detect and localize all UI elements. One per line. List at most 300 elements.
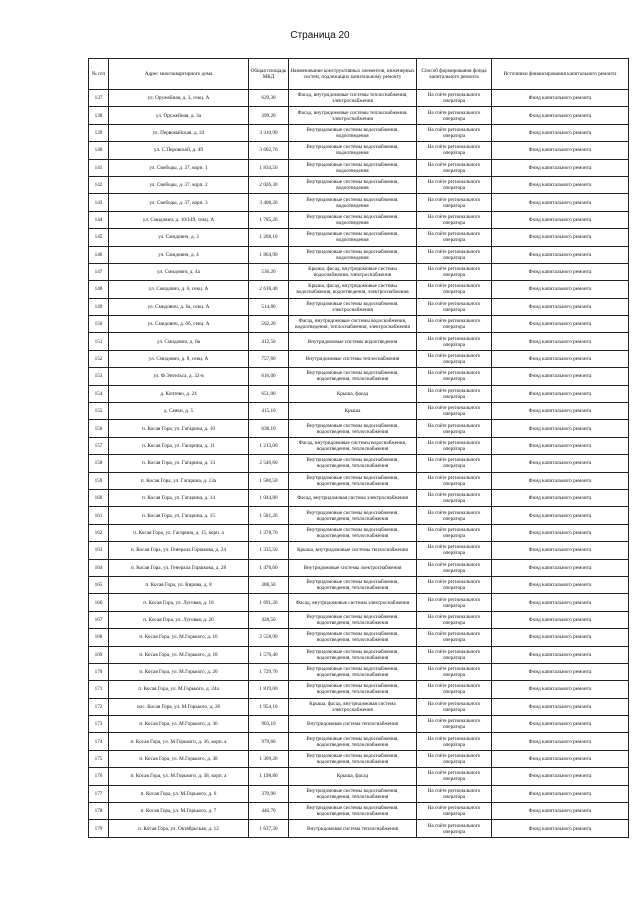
table-row xyxy=(89,455,629,472)
cell-address: ул. Смидович, д. 4 xyxy=(109,246,249,263)
cell-area: 1 369,20 xyxy=(249,750,289,767)
cell-source: Фонд капитального ремонта xyxy=(492,594,629,611)
cell-address: п. Косая Гора, ул. Гагарина, д. 15 xyxy=(109,507,249,524)
cell-address: п. Косая Гора, ул. М.Горького, д. 38, корп. а xyxy=(109,768,249,785)
cell-source: Фонд капитального ремонта xyxy=(492,385,629,402)
cell-source: Фонд капитального ремонта xyxy=(492,142,629,159)
cell-area: 1 954,10 xyxy=(249,698,289,715)
cell-address: п. Косая Гора, ул. Гагарина, д. 13 xyxy=(109,455,249,472)
cell-work: Внутридомовые системы водоснабжения, водоотведения, теплоснабжения xyxy=(289,576,417,593)
cell-method: На счёте регионального оператора xyxy=(417,455,492,472)
cell-source: Фонд капитального ремонта xyxy=(492,663,629,680)
cell-work: Внутридомовые системы водоснабжения, водоотведения, теплоснабжения xyxy=(289,663,417,680)
cell-source: Фонд капитального ремонта xyxy=(492,820,629,837)
table-row xyxy=(89,646,629,663)
cell-num: 150 xyxy=(89,316,109,333)
cell-address: п. Косая Гора, ул. Луговая, д. 20 xyxy=(109,611,249,628)
cell-method: На счёте регионального оператора xyxy=(417,646,492,663)
cell-work: Внутридомовые системы водоснабжения, водоотведения, теплоснабжения xyxy=(289,785,417,802)
cell-area: 1 044,80 xyxy=(249,489,289,506)
cell-method: На счёте регионального оператора xyxy=(417,733,492,750)
cell-work: Фасад, внутридомовые системы теплоснабжения, электроснабжения xyxy=(289,90,417,107)
cell-source: Фонд капитального ремонта xyxy=(492,263,629,280)
header-work: Наименование конструктивных элементов, инженерных систем, подлежащих капитальному ремонту xyxy=(289,59,417,90)
cell-work: Внутридомовые системы водоснабжения, водоотведения, теплоснабжения xyxy=(289,524,417,541)
table-row xyxy=(89,246,629,263)
cell-work: Внутридомовые системы водоснабжения, водоотведения xyxy=(289,176,417,193)
cell-method: На счёте регионального оператора xyxy=(417,542,492,559)
cell-address: п. Косая Гора, ул. М.Горького, д. 36 xyxy=(109,716,249,733)
cell-method: На счёте регионального оператора xyxy=(417,750,492,767)
cell-area: 2 618,40 xyxy=(249,281,289,298)
cell-work: Крыша, внутридомовые системы теплоснабжения xyxy=(289,542,417,559)
table-row xyxy=(89,698,629,715)
cell-work: Внутридомовые системы теплоснабжения xyxy=(289,350,417,367)
cell-area: 1 729,70 xyxy=(249,663,289,680)
cell-area: 1 637,30 xyxy=(249,820,289,837)
cell-address: п. Косая Гора, ул. Гагарина, д. 13а xyxy=(109,472,249,489)
cell-area: 1 819,00 xyxy=(249,681,289,698)
cell-method: На счёте регионального оператора xyxy=(417,403,492,420)
cell-source: Фонд капитального ремонта xyxy=(492,246,629,263)
cell-area: 536,20 xyxy=(249,263,289,280)
cell-method: На счёте регионального оператора xyxy=(417,559,492,576)
cell-work: Внутридомовые системы водоснабжения, электроснабжения xyxy=(289,298,417,315)
cell-address: пос. Косая Гора, ул. М.Горького, д. 26 xyxy=(109,698,249,715)
table-row xyxy=(89,159,629,176)
cell-area: 616,00 xyxy=(249,368,289,385)
cell-source: Фонд капитального ремонта xyxy=(492,368,629,385)
cell-area: 1 378,70 xyxy=(249,524,289,541)
cell-work: Внутридомовые системы водоснабжения, водоотведения, теплоснабжения xyxy=(289,646,417,663)
cell-source: Фонд капитального ремонта xyxy=(492,211,629,228)
cell-method: На счёте регионального оператора xyxy=(417,246,492,263)
cell-area: 1 213,00 xyxy=(249,437,289,454)
cell-area: 399,20 xyxy=(249,107,289,124)
cell-work: Внутридомовые системы водоснабжения, водоотведения xyxy=(289,142,417,159)
cell-source: Фонд капитального ремонта xyxy=(492,159,629,176)
cell-num: 151 xyxy=(89,333,109,350)
cell-source: Фонд капитального ремонта xyxy=(492,785,629,802)
cell-num: 171 xyxy=(89,681,109,698)
cell-method: На счёте регионального оператора xyxy=(417,507,492,524)
cell-address: п. Косая Гора, ул. М.Горького, д. 38 xyxy=(109,750,249,767)
table-row xyxy=(89,594,629,611)
cell-area: 3 310,90 xyxy=(249,124,289,141)
cell-work: Крыша, фасад, внутридомовые системы водоснабжения, электроснабжения xyxy=(289,263,417,280)
cell-address: ул. Смидович, д. 10/149, секц. А xyxy=(109,211,249,228)
cell-source: Фонд капитального ремонта xyxy=(492,472,629,489)
cell-source: Фонд капитального ремонта xyxy=(492,107,629,124)
header-method: Способ формирования фонда капитального ремонта xyxy=(417,59,492,90)
table-row xyxy=(89,542,629,559)
cell-area: 629,30 xyxy=(249,90,289,107)
cell-address: ул. Свободы, д. 37, корп. 1 xyxy=(109,159,249,176)
cell-work: Внутридомовые системы водоснабжения, водоотведения, теплоснабжения xyxy=(289,803,417,820)
cell-area: 446,70 xyxy=(249,803,289,820)
cell-area: 2 558,90 xyxy=(249,629,289,646)
cell-area: 1 785,20 xyxy=(249,211,289,228)
table-header xyxy=(89,59,629,90)
cell-work: Фасад, внутридомовые системы теплоснабжения, электроснабжения xyxy=(289,107,417,124)
cell-area: 1 268,10 xyxy=(249,229,289,246)
cell-method: На счёте регионального оператора xyxy=(417,820,492,837)
cell-num: 141 xyxy=(89,159,109,176)
cell-address: п. Косая Гора, ул. Кирова, д. 8 xyxy=(109,576,249,593)
cell-work: Внутридомовые системы водоотведения xyxy=(289,333,417,350)
cell-area: 2 026,30 xyxy=(249,176,289,193)
cell-work: Крыша, фасад, внутридомовые системы водоснабжения, водоотведения, электроснабжения xyxy=(289,281,417,298)
table-row xyxy=(89,803,629,820)
cell-source: Фонд капитального ремонта xyxy=(492,542,629,559)
cell-num: 147 xyxy=(89,263,109,280)
table-row xyxy=(89,176,629,193)
cell-work: Внутридомовые системы водоснабжения, водоотведения, теплоснабжения xyxy=(289,455,417,472)
cell-address: ул. Ф.Энгельса, д. 32-в xyxy=(109,368,249,385)
cell-address: ул. Смидович, д. 6а, секц. А xyxy=(109,298,249,315)
cell-method: На счёте регионального оператора xyxy=(417,316,492,333)
cell-area: 1 864,90 xyxy=(249,246,289,263)
cell-method: На счёте регионального оператора xyxy=(417,663,492,680)
cell-work: Внутридомовые системы водоснабжения, водоотведения, теплоснабжения xyxy=(289,681,417,698)
cell-work: Фасад, внутридомовые системы электроснабжения xyxy=(289,594,417,611)
table-row xyxy=(89,298,629,315)
cell-work: Внутридомовые системы водоснабжения, водоотведения xyxy=(289,229,417,246)
header-source: Источники финансирования капитального ремонта xyxy=(492,59,629,90)
cell-method: На счёте регионального оператора xyxy=(417,785,492,802)
cell-source: Фонд капитального ремонта xyxy=(492,489,629,506)
cell-source: Фонд капитального ремонта xyxy=(492,768,629,785)
table-row xyxy=(89,489,629,506)
cell-num: 159 xyxy=(89,472,109,489)
cell-source: Фонд капитального ремонта xyxy=(492,803,629,820)
cell-source: Фонд капитального ремонта xyxy=(492,524,629,541)
table-row xyxy=(89,663,629,680)
cell-work: Внутридомовые системы водоснабжения, водоотведения, теплоснабжения xyxy=(289,629,417,646)
cell-address: ул. Смидович, д. 6в xyxy=(109,333,249,350)
cell-work: Внутридомовые системы водоснабжения, водоотведения, теплоснабжения xyxy=(289,472,417,489)
cell-method: На счёте регионального оператора xyxy=(417,594,492,611)
cell-source: Фонд капитального ремонта xyxy=(492,681,629,698)
header-address: Адрес многоквартирного дома xyxy=(109,59,249,90)
table-row xyxy=(89,524,629,541)
cell-address: п. Косая Гора, ул. М.Горького, д. 7 xyxy=(109,803,249,820)
table-row xyxy=(89,90,629,107)
cell-source: Фонд капитального ремонта xyxy=(492,750,629,767)
cell-area: 1 691,20 xyxy=(249,594,289,611)
table-row xyxy=(89,194,629,211)
table-row xyxy=(89,107,629,124)
cell-address: ул. Свободы, д. 37, корп. 3 xyxy=(109,194,249,211)
cell-method: На счёте регионального оператора xyxy=(417,716,492,733)
cell-num: 153 xyxy=(89,368,109,385)
cell-address: п. Косая Гора, ул. Генерала Горшкова, д. 28 xyxy=(109,559,249,576)
cell-address: д. Сеяки, д. 5 xyxy=(109,403,249,420)
header-num: № п/п xyxy=(89,59,109,90)
header-area: Общая площадь МКД xyxy=(249,59,289,90)
cell-area: 2 546,60 xyxy=(249,455,289,472)
cell-source: Фонд капитального ремонта xyxy=(492,559,629,576)
cell-num: 158 xyxy=(89,455,109,472)
cell-address: ул. Смидович, д. 6, секц. А xyxy=(109,281,249,298)
cell-source: Фонд капитального ремонта xyxy=(492,611,629,628)
cell-area: 388,50 xyxy=(249,576,289,593)
cell-method: На счёте регионального оператора xyxy=(417,90,492,107)
cell-num: 176 xyxy=(89,768,109,785)
table-row xyxy=(89,768,629,785)
cell-num: 160 xyxy=(89,489,109,506)
table-row xyxy=(89,507,629,524)
cell-num: 166 xyxy=(89,594,109,611)
cell-method: На счёте регионального оператора xyxy=(417,124,492,141)
cell-address: п. Косая Гора, ул. Гагарина, д. 15, корп. а xyxy=(109,524,249,541)
cell-num: 155 xyxy=(89,403,109,420)
table-row xyxy=(89,124,629,141)
cell-num: 162 xyxy=(89,524,109,541)
cell-source: Фонд капитального ремонта xyxy=(492,403,629,420)
cell-method: На счёте регионального оператора xyxy=(417,437,492,454)
cell-source: Фонд капитального ремонта xyxy=(492,194,629,211)
cell-address: ул. Оружейная, д. 3, секц. А xyxy=(109,90,249,107)
cell-source: Фонд капитального ремонта xyxy=(492,176,629,193)
cell-address: ул. Смидович, д. 4а xyxy=(109,263,249,280)
cell-method: На счёте регионального оператора xyxy=(417,489,492,506)
cell-work: Внутридомовые системы электроснабжения xyxy=(289,559,417,576)
cell-num: 179 xyxy=(89,820,109,837)
cell-area: 1 478,60 xyxy=(249,559,289,576)
cell-method: На счёте регионального оператора xyxy=(417,472,492,489)
cell-address: п. Косая Гора, ул. Генерала Горшкова, д. 24 xyxy=(109,542,249,559)
cell-source: Фонд капитального ремонта xyxy=(492,333,629,350)
cell-num: 165 xyxy=(89,576,109,593)
cell-address: п. Косая Гора, ул. Гагарина, д. 10 xyxy=(109,420,249,437)
cell-source: Фонд капитального ремонта xyxy=(492,281,629,298)
cell-num: 148 xyxy=(89,281,109,298)
cell-method: На счёте регионального оператора xyxy=(417,803,492,820)
cell-num: 137 xyxy=(89,90,109,107)
cell-work: Внутридомовые системы водоснабжения, водоотведения, теплоснабжения xyxy=(289,368,417,385)
cell-address: ул. Свободы, д. 37, корп. 2 xyxy=(109,176,249,193)
cell-source: Фонд капитального ремонта xyxy=(492,716,629,733)
cell-area: 3 408,20 xyxy=(249,194,289,211)
cell-address: ул. Смидович, д. 3 xyxy=(109,229,249,246)
cell-source: Фонд капитального ремонта xyxy=(492,350,629,367)
cell-address: ул. С.Перовской, д. 49 xyxy=(109,142,249,159)
cell-work: Внутридомовые системы водоснабжения, водоотведения, теплоснабжения xyxy=(289,420,417,437)
cell-area: 3 602,70 xyxy=(249,142,289,159)
cell-num: 177 xyxy=(89,785,109,802)
cell-address: п. Косая Гора, ул. М.Горького, д. 18 xyxy=(109,646,249,663)
cell-num: 152 xyxy=(89,350,109,367)
table-row xyxy=(89,333,629,350)
cell-address: п. Косая Гора, ул. Гагарина, д. 11 xyxy=(109,437,249,454)
table-row xyxy=(89,281,629,298)
cell-work: Крыша, фасад xyxy=(289,385,417,402)
cell-work: Фасад, внутридомовые системы водоснабжения, водоотведения, теплоснабжения xyxy=(289,437,417,454)
cell-work: Внутридомовые системы водоснабжения, водоотведения, теплоснабжения xyxy=(289,507,417,524)
table-row xyxy=(89,611,629,628)
cell-num: 164 xyxy=(89,559,109,576)
cell-address: ул. Оружейная, д. 3а xyxy=(109,107,249,124)
cell-method: На счёте регионального оператора xyxy=(417,611,492,628)
cell-num: 157 xyxy=(89,437,109,454)
cell-num: 168 xyxy=(89,629,109,646)
cell-method: На счёте регионального оператора xyxy=(417,107,492,124)
cell-num: 140 xyxy=(89,142,109,159)
cell-source: Фонд капитального ремонта xyxy=(492,455,629,472)
cell-area: 757,60 xyxy=(249,350,289,367)
table-row xyxy=(89,316,629,333)
cell-num: 144 xyxy=(89,211,109,228)
table-row xyxy=(89,437,629,454)
cell-address: п. Косая Гора, ул. Гагарина, д. 14 xyxy=(109,489,249,506)
table-row xyxy=(89,263,629,280)
cell-work: Внутридомовые системы водоснабжения, водоотведения xyxy=(289,124,417,141)
cell-method: На счёте регионального оператора xyxy=(417,333,492,350)
cell-address: ул. Смидович, д. 8, секц. А xyxy=(109,350,249,367)
cell-work: Крыша, фасад, внутридомовая система электроснабжения xyxy=(289,698,417,715)
table-row xyxy=(89,350,629,367)
cell-work: Крыша, фасад xyxy=(289,768,417,785)
table-row xyxy=(89,820,629,837)
cell-area: 415,10 xyxy=(249,403,289,420)
cell-source: Фонд капитального ремонта xyxy=(492,733,629,750)
cell-method: На счёте регионального оператора xyxy=(417,420,492,437)
table-row xyxy=(89,420,629,437)
cell-area: 412,50 xyxy=(249,333,289,350)
cell-method: На счёте регионального оператора xyxy=(417,385,492,402)
cell-address: п. Косая Гора, ул. М.Горького, д. 20 xyxy=(109,663,249,680)
cell-method: На счёте регионального оператора xyxy=(417,629,492,646)
cell-area: 638,10 xyxy=(249,420,289,437)
cell-address: п. Косая Гора, ул. Луговая, д. 18 xyxy=(109,594,249,611)
cell-area: 1 580,50 xyxy=(249,472,289,489)
page-title: Страница 20 xyxy=(290,30,350,41)
cell-num: 173 xyxy=(89,716,109,733)
cell-method: На счёте регионального оператора xyxy=(417,524,492,541)
cell-source: Фонд капитального ремонта xyxy=(492,229,629,246)
cell-method: На счёте регионального оператора xyxy=(417,229,492,246)
table-body xyxy=(89,90,629,838)
cell-area: 979,60 xyxy=(249,733,289,750)
cell-work: Внутридомовая система теплоснабжения xyxy=(289,716,417,733)
cell-num: 139 xyxy=(89,124,109,141)
cell-work: Внутридомовые системы водоснабжения, водоотведения xyxy=(289,246,417,263)
cell-area: 1 335,50 xyxy=(249,542,289,559)
cell-num: 138 xyxy=(89,107,109,124)
cell-source: Фонд капитального ремонта xyxy=(492,576,629,593)
cell-source: Фонд капитального ремонта xyxy=(492,646,629,663)
cell-num: 161 xyxy=(89,507,109,524)
cell-area: 370,90 xyxy=(249,785,289,802)
cell-address: п. Косая Гора, ул. М.Горького, д. 6 xyxy=(109,785,249,802)
table-row xyxy=(89,229,629,246)
cell-num: 172 xyxy=(89,698,109,715)
cell-address: п. Косая Гора, ул. М.Горького, д. 24а xyxy=(109,681,249,698)
cell-num: 174 xyxy=(89,733,109,750)
table-row xyxy=(89,576,629,593)
cell-method: На счёте регионального оператора xyxy=(417,159,492,176)
cell-method: На счёте регионального оператора xyxy=(417,368,492,385)
cell-area: 514,80 xyxy=(249,298,289,315)
cell-method: На счёте регионального оператора xyxy=(417,350,492,367)
cell-source: Фонд капитального ремонта xyxy=(492,507,629,524)
cell-num: 149 xyxy=(89,298,109,315)
cell-source: Фонд капитального ремонта xyxy=(492,437,629,454)
repair-table xyxy=(88,58,629,838)
cell-area: 502,20 xyxy=(249,316,289,333)
cell-source: Фонд капитального ремонта xyxy=(492,420,629,437)
cell-num: 156 xyxy=(89,420,109,437)
table-row xyxy=(89,142,629,159)
cell-source: Фонд капитального ремонта xyxy=(492,298,629,315)
table-row xyxy=(89,559,629,576)
cell-area: 428,50 xyxy=(249,611,289,628)
cell-area: 651,00 xyxy=(249,385,289,402)
cell-area: 1 834,50 xyxy=(249,159,289,176)
cell-work: Крыша xyxy=(289,403,417,420)
table-row xyxy=(89,750,629,767)
cell-address: ул. Смидович, д. 6б, секц. А xyxy=(109,316,249,333)
cell-method: На счёте регионального оператора xyxy=(417,681,492,698)
cell-num: 145 xyxy=(89,229,109,246)
cell-num: 169 xyxy=(89,646,109,663)
table-row xyxy=(89,629,629,646)
cell-area: 903,10 xyxy=(249,716,289,733)
table-row xyxy=(89,681,629,698)
cell-method: На счёте регионального оператора xyxy=(417,142,492,159)
cell-address: п. Косая Гора, ул. Октябрьская, д. 12 xyxy=(109,820,249,837)
cell-method: На счёте регионального оператора xyxy=(417,263,492,280)
cell-source: Фонд капитального ремонта xyxy=(492,90,629,107)
cell-num: 175 xyxy=(89,750,109,767)
cell-work: Внутридомовые системы водоснабжения, водоотведения, теплоснабжения xyxy=(289,611,417,628)
cell-num: 154 xyxy=(89,385,109,402)
cell-work: Внутридомовые системы водоснабжения, водоотведения, теплоснабжения xyxy=(289,733,417,750)
cell-num: 167 xyxy=(89,611,109,628)
cell-source: Фонд капитального ремонта xyxy=(492,698,629,715)
cell-address: д. Коптево, д. 24 xyxy=(109,385,249,402)
cell-method: На счёте регионального оператора xyxy=(417,281,492,298)
table-row xyxy=(89,716,629,733)
cell-source: Фонд капитального ремонта xyxy=(492,316,629,333)
cell-source: Фонд капитального ремонта xyxy=(492,124,629,141)
cell-num: 170 xyxy=(89,663,109,680)
cell-work: Фасад, внутридомовая система электроснабжения xyxy=(289,489,417,506)
cell-num: 142 xyxy=(89,176,109,193)
table-row xyxy=(89,385,629,402)
cell-num: 143 xyxy=(89,194,109,211)
cell-source: Фонд капитального ремонта xyxy=(492,629,629,646)
cell-method: На счёте регионального оператора xyxy=(417,768,492,785)
cell-address: п. Косая Гора, ул. М.Горького, д. 16 xyxy=(109,629,249,646)
table-row xyxy=(89,403,629,420)
cell-method: На счёте регионального оператора xyxy=(417,194,492,211)
cell-work: Фасад, внутридомовые системы водоснабжения, водоотведения, теплоснабжения, электроснабжения xyxy=(289,316,417,333)
cell-num: 178 xyxy=(89,803,109,820)
cell-method: На счёте регионального оператора xyxy=(417,211,492,228)
cell-area: 1 581,20 xyxy=(249,507,289,524)
cell-work: Внутридомовая система теплоснабжения xyxy=(289,820,417,837)
cell-method: На счёте регионального оператора xyxy=(417,298,492,315)
cell-num: 163 xyxy=(89,542,109,559)
cell-method: На счёте регионального оператора xyxy=(417,698,492,715)
cell-area: 1 198,80 xyxy=(249,768,289,785)
cell-num: 146 xyxy=(89,246,109,263)
cell-work: Внутридомовые системы водоснабжения, водоотведения xyxy=(289,211,417,228)
table-row xyxy=(89,368,629,385)
table-row xyxy=(89,211,629,228)
